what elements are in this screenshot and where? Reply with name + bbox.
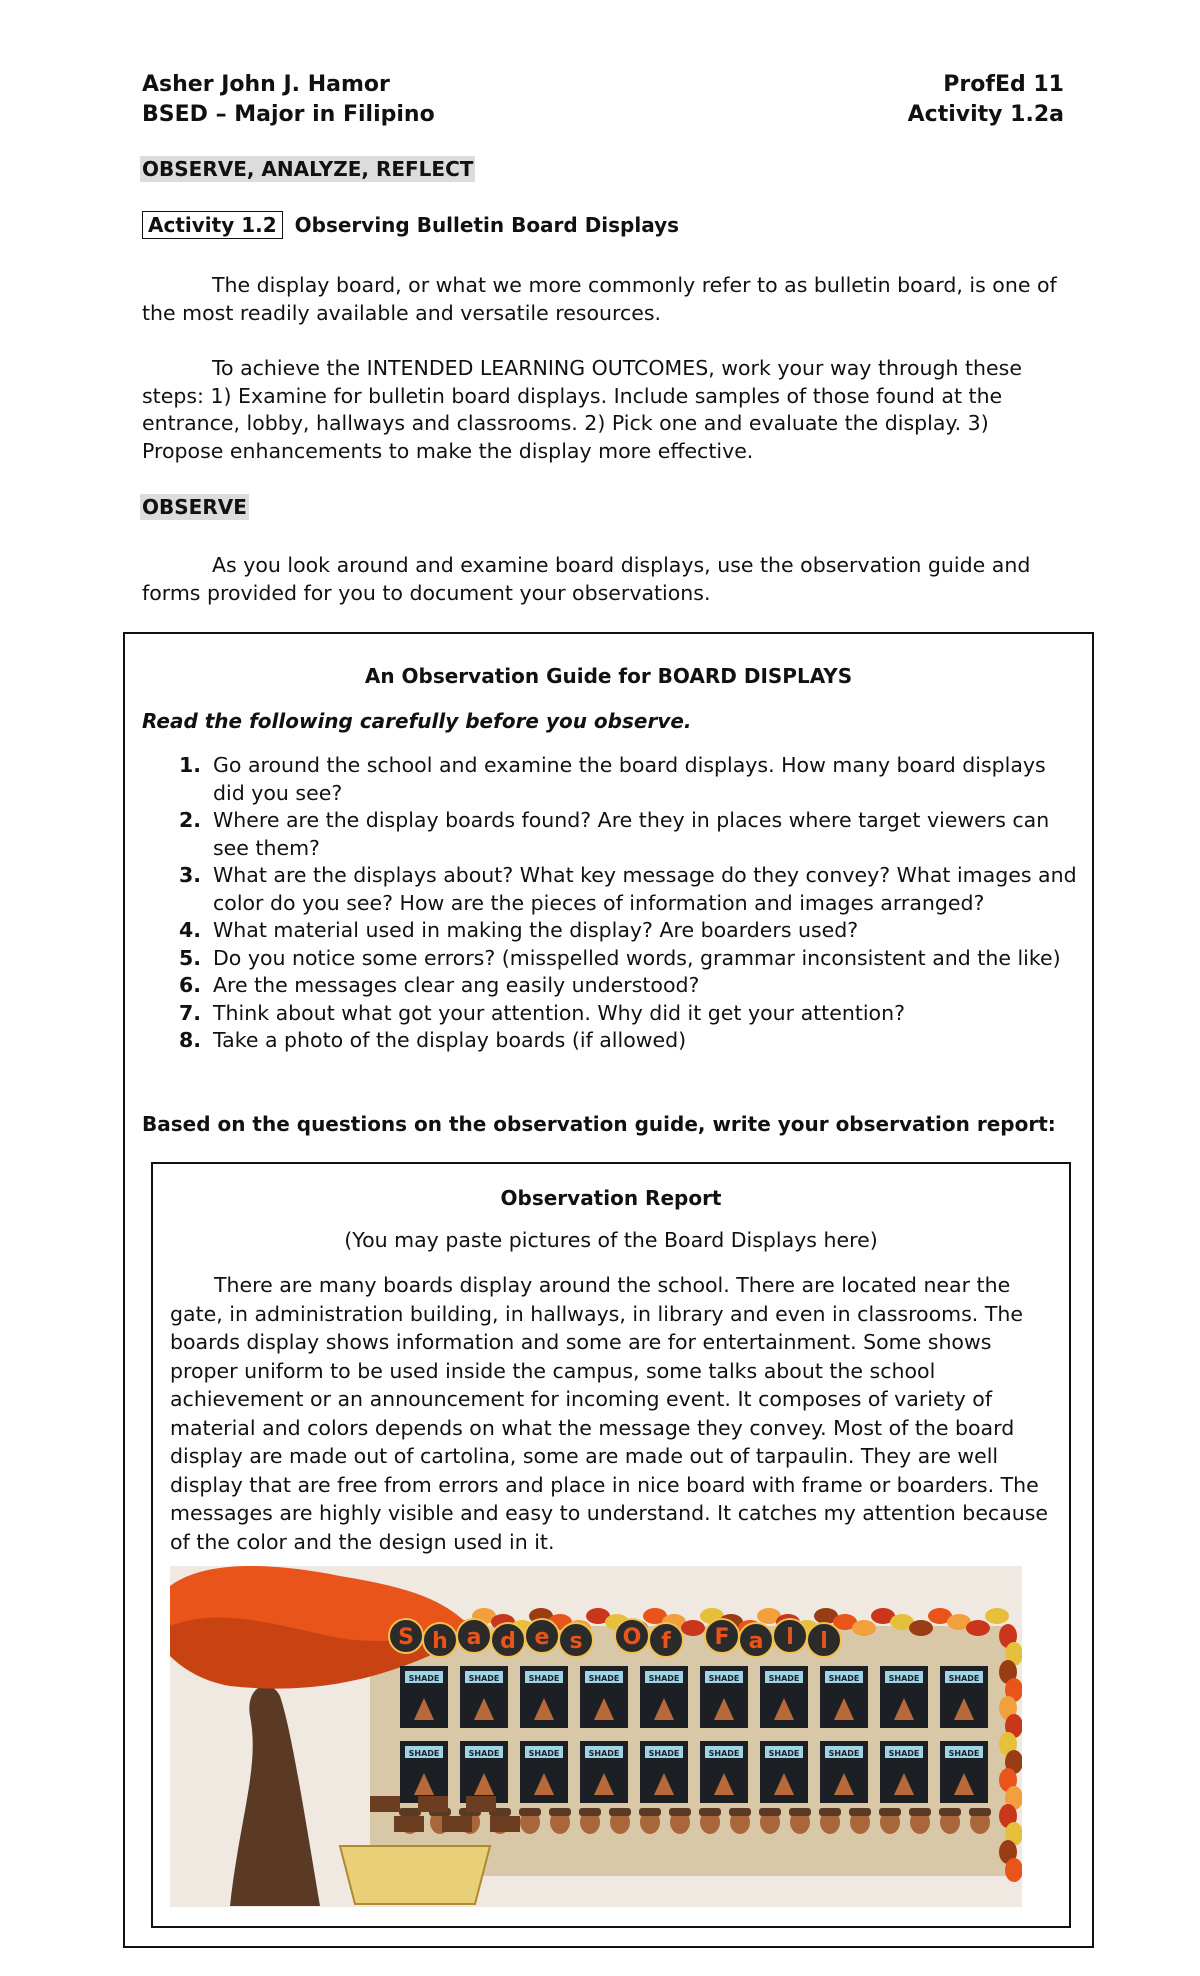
activity-label: Activity 1.2 — [142, 211, 283, 239]
card-label: SHADE — [408, 1674, 440, 1683]
banner-letter: l — [786, 1625, 794, 1650]
guide-question-list — [142, 752, 1082, 1055]
section-heading: OBSERVE, ANALYZE, REFLECT — [142, 157, 474, 181]
list-item: 8. Take a photo of the display boards (if allowed) — [179, 1028, 687, 1052]
pie-cutout — [394, 1816, 424, 1832]
banner-letter: F — [714, 1625, 730, 1650]
basket — [340, 1846, 490, 1904]
leaf — [681, 1620, 705, 1636]
observe-paragraph: As you look around and examine board displays, use the observation guide and forms provided for you to document your observations. — [142, 553, 1031, 605]
activity-title: Observing Bulletin Board Displays — [294, 213, 680, 237]
card-label: SHADE — [708, 1749, 740, 1758]
course-block — [908, 70, 1064, 130]
pie-cutout — [466, 1796, 496, 1812]
banner-letter: S — [398, 1625, 414, 1650]
pie-cutout — [418, 1796, 448, 1812]
guide-instruction: Read the following carefully before you observe. — [142, 709, 692, 733]
card-label: SHADE — [528, 1674, 560, 1683]
acorn-cap — [579, 1808, 601, 1816]
banner-letter: d — [500, 1629, 516, 1654]
acorn-cap — [819, 1808, 841, 1816]
card-label: SHADE — [588, 1749, 620, 1758]
acorn-cap — [699, 1808, 721, 1816]
card-label: SHADE — [888, 1674, 920, 1683]
banner-letter: e — [534, 1625, 550, 1650]
author-program: BSED – Major in Filipino — [142, 102, 435, 127]
bulletin-board-illustration — [170, 1566, 1022, 1907]
acorn-cap — [519, 1808, 541, 1816]
author-name: Asher John J. Hamor — [142, 72, 390, 97]
observation-report-box — [151, 1162, 1071, 1928]
list-item: 3. What are the displays about? What key message do they convey? What images and color do you see? How are the pieces of information and images arranged? — [179, 863, 1077, 915]
pie-cutout — [490, 1816, 520, 1832]
card-label: SHADE — [528, 1749, 560, 1758]
card-label: SHADE — [888, 1749, 920, 1758]
acorn-cap — [609, 1808, 631, 1816]
acorn-cap — [399, 1808, 421, 1816]
activity-code: Activity 1.2a — [907, 102, 1064, 127]
leaf — [966, 1620, 990, 1636]
card-label: SHADE — [708, 1674, 740, 1683]
course-code: ProfEd 11 — [943, 72, 1064, 97]
intro-paragraph-2: To achieve the INTENDED LEARNING OUTCOMES, work your way through these steps: 1) Examine for bulletin board displays. Include samples of those found at the entrance, lobby, hallways and classrooms. 2) Pick one and evaluate the display. 3) Propose enhancements to make the display more effective. — [142, 356, 1022, 463]
pie-cutout — [442, 1816, 472, 1832]
card-label: SHADE — [828, 1674, 860, 1683]
card-label: SHADE — [948, 1749, 980, 1758]
bulletin-board-photo — [170, 1566, 1022, 1907]
leaf — [909, 1620, 933, 1636]
report-subtitle: (You may paste pictures of the Board Displays here) — [344, 1228, 878, 1252]
author-block — [142, 70, 435, 130]
acorn-cap — [849, 1808, 871, 1816]
card-label: SHADE — [588, 1674, 620, 1683]
list-item: 5. Do you notice some errors? (misspelled words, grammar inconsistent and the like) — [179, 945, 1061, 970]
activity-heading — [142, 213, 679, 237]
observation-guide — [123, 632, 1094, 1948]
intro-paragraph-1: The display board, or what we more commonly refer to as bulletin board, is one of the most readily available and versatile resources. — [142, 273, 1057, 325]
list-item: 7. Think about what got your attention. Why did it get your attention? — [179, 1000, 905, 1025]
acorn-cap — [879, 1808, 901, 1816]
card-label: SHADE — [828, 1749, 860, 1758]
list-item: 1. Go around the school and examine the board displays. How many board displays did you see? — [179, 753, 1046, 805]
leaf — [852, 1620, 876, 1636]
banner-letter: a — [466, 1625, 482, 1650]
acorn-cap — [939, 1808, 961, 1816]
acorn-cap — [549, 1808, 571, 1816]
banner-letter: h — [432, 1629, 448, 1654]
banner-letter: l — [820, 1629, 828, 1654]
leaf — [985, 1608, 1009, 1624]
banner-letter: f — [661, 1629, 671, 1654]
pie-cutout — [370, 1796, 400, 1812]
acorn-cap — [759, 1808, 781, 1816]
guide-title: An Observation Guide for BOARD DISPLAYS — [364, 664, 853, 688]
card-label: SHADE — [768, 1674, 800, 1683]
card-label: SHADE — [408, 1749, 440, 1758]
acorn-cap — [729, 1808, 751, 1816]
report-prompt: Based on the questions on the observation guide, write your observation report: — [142, 1112, 1056, 1136]
card-label: SHADE — [468, 1749, 500, 1758]
banner-letter: a — [748, 1629, 764, 1654]
card-label: SHADE — [468, 1674, 500, 1683]
acorn-cap — [969, 1808, 991, 1816]
report-body: There are many boards display around the school. There are located near the gate, in administration building, in hallways, in library and even in classrooms. The boards display shows information and some are for entertainment. Some shows proper uniform to be used inside the campus, some talks about the school achievement or an announcement for incoming event. It composes of variety of material and colors depends on what the message they convey. Most of the board display are made out of cartolina, some are made out of tarpaulin. They are well display that are free from errors and place in nice board with frame or boarders. The messages are highly visible and easy to understand. It catches my attention because of the color and the design used in it. — [170, 1273, 1049, 1554]
acorn-cap — [639, 1808, 661, 1816]
banner-letter: O — [622, 1625, 642, 1650]
list-item: 4. What material used in making the display? Are boarders used? — [179, 918, 859, 942]
card-label: SHADE — [768, 1749, 800, 1758]
acorn-cap — [789, 1808, 811, 1816]
report-title: Observation Report — [500, 1186, 722, 1210]
card-label: SHADE — [948, 1674, 980, 1683]
acorn-cap — [669, 1808, 691, 1816]
list-item: 6. Are the messages clear ang easily understood? — [179, 973, 700, 997]
observe-heading: OBSERVE — [142, 495, 247, 519]
card-label: SHADE — [648, 1674, 680, 1683]
banner-letter: s — [569, 1629, 583, 1654]
card-label: SHADE — [648, 1749, 680, 1758]
acorn-cap — [909, 1808, 931, 1816]
list-item: 2. Where are the display boards found? Are they in places where target viewers can see them? — [179, 808, 1050, 860]
